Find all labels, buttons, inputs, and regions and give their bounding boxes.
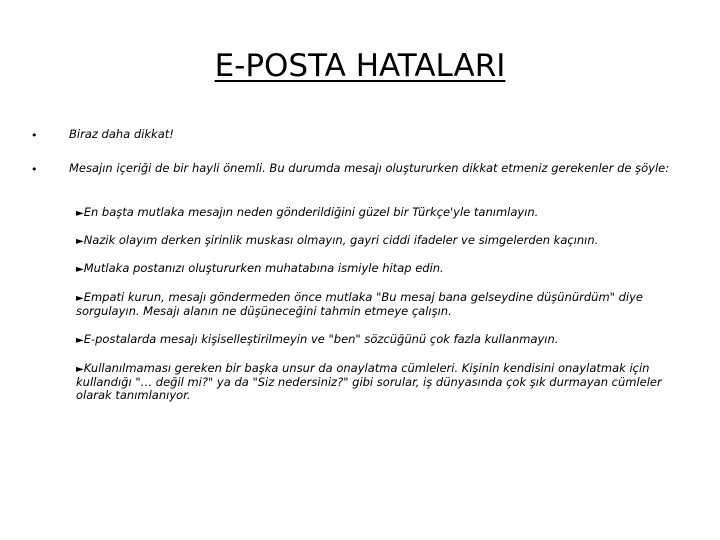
sub-item-text: E-postalarda mesajı kişiselleştirilmeyin ve "ben" sözcüğünü çok fazla kullanmayın. — [83, 332, 559, 346]
slide-title — [0, 46, 720, 86]
sub-item — [76, 206, 681, 220]
triangle-right-icon: ► — [76, 236, 84, 247]
sub-item-text: Nazik olayım derken şirinlik muskası olmayın, gayri ciddi ifadeler ve simgelerden kaçının. — [83, 233, 599, 247]
bullet-marker: • — [31, 163, 38, 176]
slide-title-text: E-POSTA HATALARI — [214, 48, 506, 84]
bullet-text: Biraz daha dikkat! — [69, 127, 174, 141]
bullet-text: Mesajın içeriği de bir hayli önemli. Bu durumda mesajı oluştururken dikkat etmeniz gerekenler de şöyle: — [69, 161, 670, 175]
sub-item-text: Mutlaka postanızı oluştururken muhatabına ismiyle hitap edin. — [83, 261, 444, 275]
triangle-right-icon: ► — [76, 364, 84, 375]
sub-item — [76, 262, 681, 276]
bullet-marker: • — [31, 129, 38, 142]
triangle-right-icon: ► — [76, 208, 84, 219]
sub-item-text: Kullanılmaması gereken bir başka unsur da onaylatma cümleleri. Kişinin kendisini onaylatmak için kullandığı "… değil mi?" ya da "Siz nedersiniz?" gibi sorular, iş dünyasında çok şık durmayan cümleler olarak tanımlanıyor. — [76, 361, 662, 402]
sub-item — [76, 362, 681, 402]
triangle-right-icon: ► — [76, 335, 84, 346]
sub-item — [76, 234, 681, 248]
sub-item — [76, 333, 681, 347]
sub-item-text: Empati kurun, mesajı göndermeden önce mutlaka "Bu mesaj bana gelseydine düşünürdüm" diye sorgulayın. Mesajı alanın ne düşüneceğini tahmin etmeye çalışın. — [76, 290, 643, 318]
sub-item — [76, 291, 681, 318]
sub-item-text: En başta mutlaka mesajın neden gönderildiğini güzel bir Türkçe'yle tanımlayın. — [83, 205, 539, 219]
triangle-right-icon: ► — [76, 293, 84, 304]
triangle-right-icon: ► — [76, 264, 84, 275]
